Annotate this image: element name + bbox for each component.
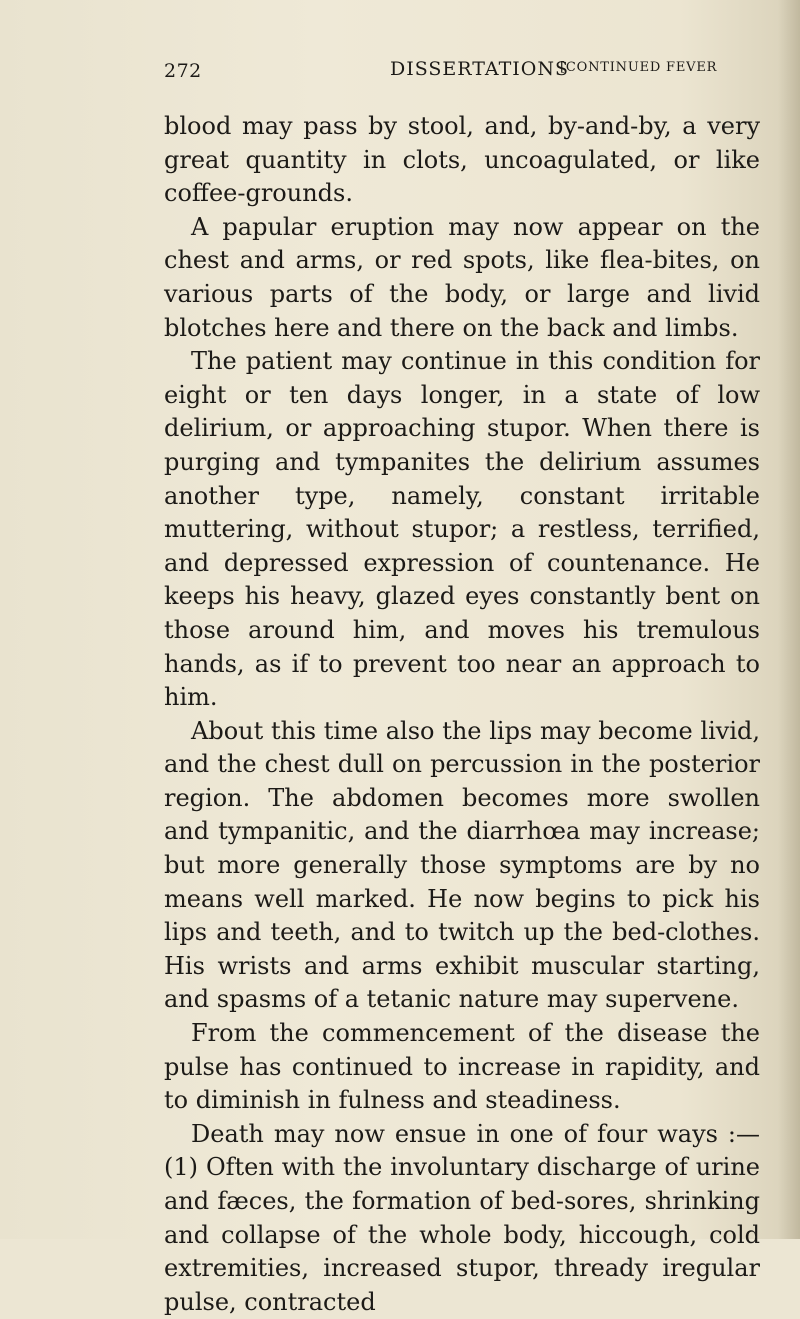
paragraph: Death may now ensue in one of four ways :—(1) Often with the involuntary discharge of urine and fæces, the formation of bed-sores, shrinking and collapse of the whole body, hiccough, cold extremities, increased stupor, thready iregular pulse, contracted: [164, 1119, 760, 1316]
paragraph: About this time also the lips may become livid, and the chest dull on percussion in the posterior region. The abdomen becomes more swollen and tympanitic, and the diarrhœa may increase; but more generally those symptoms are by no means well marked. He now begins to pick his lips and teeth, and to twitch up the bed-clothes. His wrists and arms exhibit muscular starting, and spasms of a tetanic nature may supervene.: [164, 716, 760, 1014]
page-edge-shadow: [778, 0, 800, 1239]
page-header: [164, 58, 764, 88]
paragraph: A papular eruption may now appear on the chest and arms, or red spots, like flea-bites, on various parts of the body, or large and livid blotches here and there on the back and limbs.: [164, 212, 760, 342]
paragraph: The patient may continue in this condition for eight or ten days longer, in a state of low delirium, or approaching stupor. When there is purging and tympanites the delirium assumes another type, namely, constant irritable muttering, without stupor; a restless, terrified, and depressed expression of countenance. He keeps his heavy, glazed eyes constantly bent on those around him, and moves his tremulous hands, as if to prevent too near an approach to him.: [164, 347, 760, 712]
running-title: DISSERTATIONS: [390, 58, 569, 80]
running-head-section: [CONTINUED FEVER: [560, 60, 718, 75]
paragraph: From the commencement of the disease the pulse has continued to increase in rapidity, and to diminish in fulness and steadiness.: [164, 1019, 760, 1115]
body-text: [164, 110, 760, 1319]
page-number: 272: [164, 60, 202, 82]
paragraph: blood may pass by stool, and, by-and-by, a very great quantity in clots, uncoagulated, or like coffee-grounds.: [164, 112, 760, 208]
